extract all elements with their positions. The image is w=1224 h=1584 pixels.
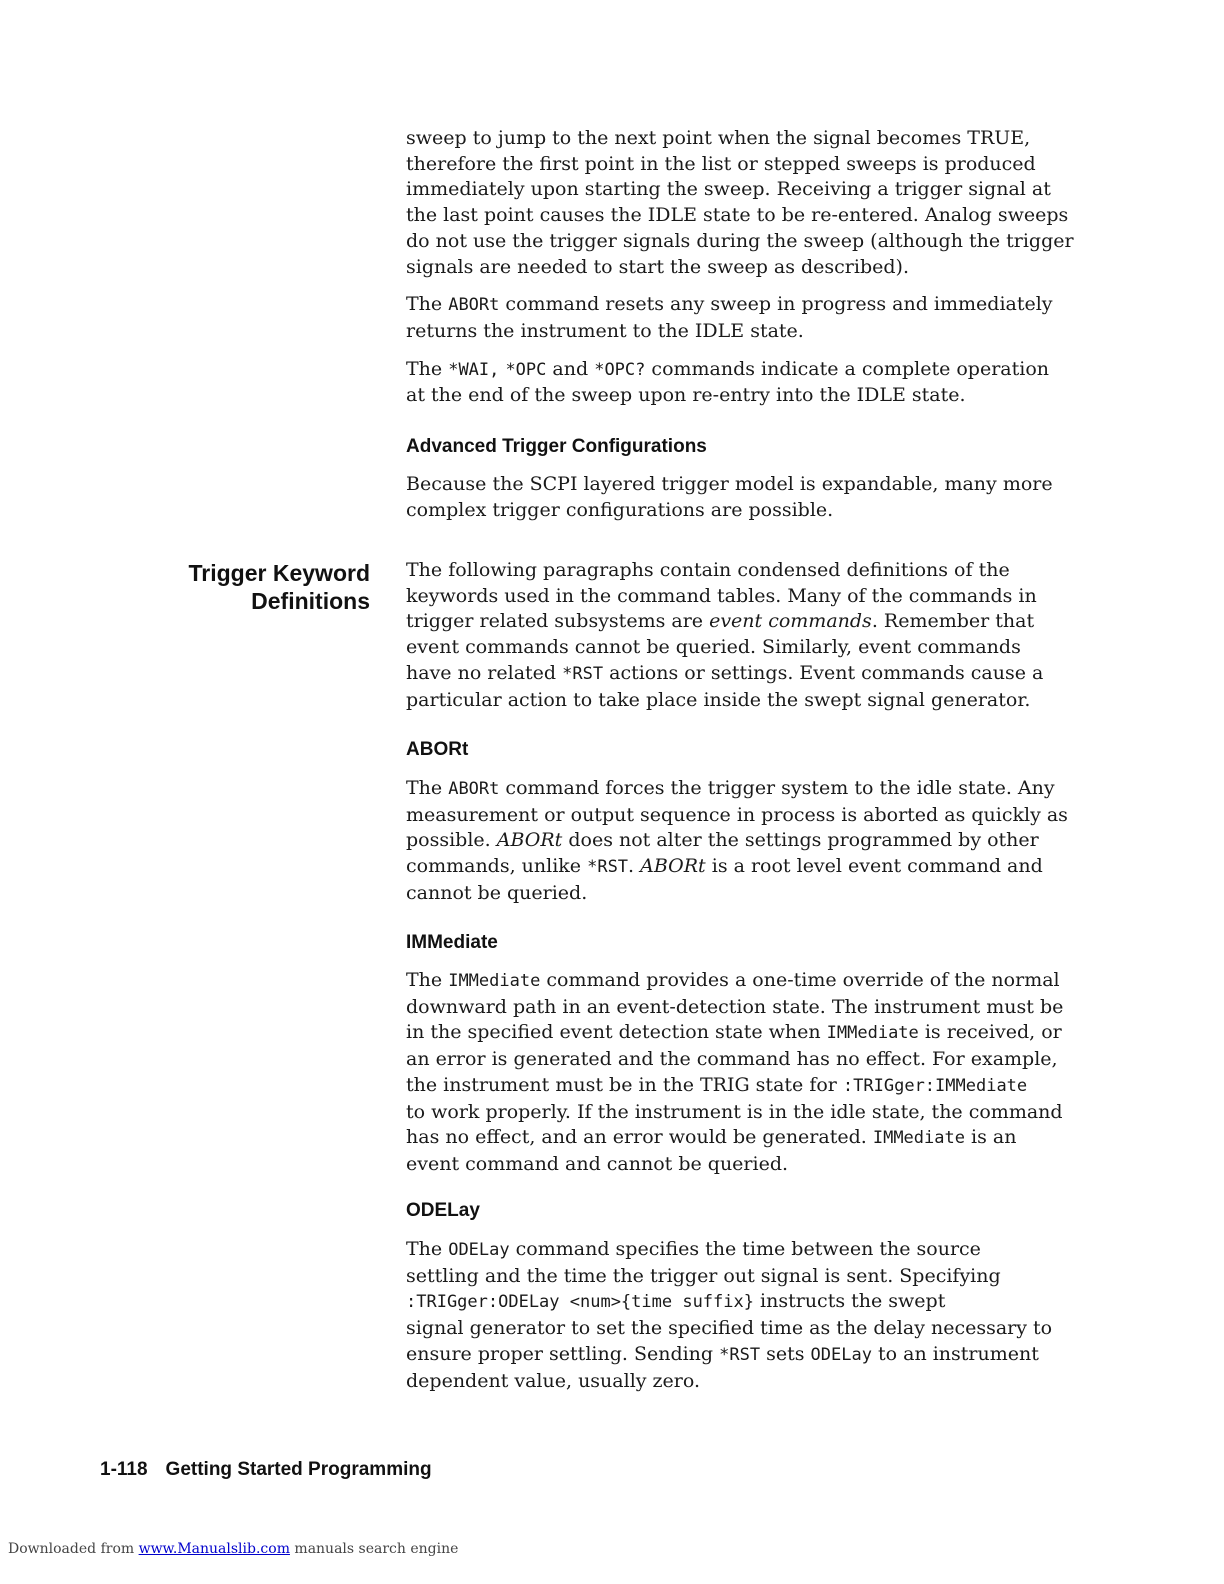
text-run: . xyxy=(628,855,641,878)
code-abort: ABORt xyxy=(448,779,500,799)
text-run: have no related xyxy=(406,661,563,684)
code-wai: *WAI, xyxy=(448,359,500,380)
text-run: The xyxy=(406,969,449,991)
section-title-line-1: Trigger Keyword xyxy=(188,560,370,586)
code-rst: *RST xyxy=(562,663,604,684)
text-run: command specifies the time between the source xyxy=(509,1238,981,1260)
heading-odelay: ODELay xyxy=(406,1200,480,1221)
text-run: The xyxy=(406,1238,449,1260)
text-line: at the end of the sweep upon re-entry into the IDLE state. xyxy=(406,384,966,407)
text-run: has no effect, and an error would be generated. xyxy=(406,1126,873,1149)
code-rst: *RST xyxy=(587,857,629,878)
text-line: particular action to take place inside the swept signal generator. xyxy=(406,688,1031,711)
code-opc: *OPC xyxy=(505,359,547,380)
code-immediate: IMMediate xyxy=(872,1128,965,1149)
code-odelay: ODELay xyxy=(810,1344,872,1365)
text-run: is received, or xyxy=(918,1021,1062,1044)
text-line: Because the SCPI layered trigger model is expandable, many more xyxy=(406,473,1053,495)
text-line: sweep to jump to the next point when the signal becomes TRUE, xyxy=(406,127,1031,149)
download-prefix: Downloaded from xyxy=(8,1541,139,1557)
immediate-paragraph xyxy=(406,968,1066,1178)
definitions-paragraph xyxy=(406,558,1066,713)
text-line: immediately upon starting the sweep. Receiving a trigger signal at xyxy=(406,178,1051,201)
text-run: does not alter the settings programmed by other xyxy=(562,829,1039,852)
abort-section xyxy=(406,776,1066,907)
text-line: signals are needed to start the sweep as described). xyxy=(406,255,909,278)
page-number: 1-118 xyxy=(100,1459,148,1480)
download-suffix: manuals search engine xyxy=(289,1541,459,1557)
code-trigger-odelay: :TRIGger:ODELay <num>{time suffix} xyxy=(406,1292,754,1313)
text-line: cannot be queried. xyxy=(406,881,588,904)
text-run: is an xyxy=(964,1126,1017,1149)
text-line: an error is generated and the command has no effect. For example, xyxy=(406,1048,1058,1071)
text-run: . Remember that xyxy=(871,610,1035,633)
text-run: command forces the trigger system to the idle state. Any xyxy=(499,777,1055,799)
text-line: dependent value, usually zero. xyxy=(406,1369,701,1392)
text-line: therefore the first point in the list or stepped sweeps is produced xyxy=(406,152,1036,175)
text-line: event commands cannot be queried. Similarly, event commands xyxy=(406,636,1021,659)
code-opc-query: *OPC? xyxy=(594,359,646,380)
footer-title: Getting Started Programming xyxy=(165,1459,432,1480)
page-footer xyxy=(100,1459,432,1481)
text-run: sets xyxy=(760,1342,811,1365)
text-line: The following paragraphs contain condensed definitions of the xyxy=(406,559,1010,581)
odelay-paragraph xyxy=(406,1237,1066,1394)
text-run: commands, unlike xyxy=(406,855,588,878)
code-trigger-immediate: :TRIGger:IMMediate xyxy=(842,1075,1028,1096)
text-line: returns the instrument to the IDLE state. xyxy=(406,319,804,342)
text-line: keywords used in the command tables. Many of the commands in xyxy=(406,584,1037,607)
code-immediate: IMMediate xyxy=(448,971,541,991)
text-line: settling and the time the trigger out signal is sent. Specifying xyxy=(406,1264,1001,1287)
text-run: The xyxy=(406,777,449,799)
abort-paragraph xyxy=(406,776,1066,907)
text-run: command provides a one-time override of the normal xyxy=(540,969,1060,991)
heading-immediate: IMMediate xyxy=(406,932,498,953)
text-run: ensure proper settling. Sending xyxy=(406,1342,720,1365)
text-run: The xyxy=(406,293,449,316)
manualslib-link[interactable]: www.Manualslib.com xyxy=(138,1541,290,1557)
text-run: to an instrument xyxy=(871,1342,1039,1365)
text-run: commands indicate a complete operation xyxy=(645,357,1050,380)
definitions-intro xyxy=(406,558,1066,713)
heading-abort: ABORt xyxy=(406,739,469,760)
text-run: and xyxy=(546,357,595,380)
section-title-line-2: Definitions xyxy=(251,588,370,614)
code-odelay: ODELay xyxy=(448,1240,510,1260)
text-line: to work properly. If the instrument is in the idle state, the command xyxy=(406,1100,1063,1123)
text-line: event command and cannot be queried. xyxy=(406,1152,789,1175)
text-run: in the specified event detection state when xyxy=(406,1021,827,1044)
text-run: trigger related subsystems are xyxy=(406,610,710,633)
intro-paragraph-2 xyxy=(406,292,1066,344)
text-run: instructs the swept xyxy=(754,1290,946,1313)
intro-section xyxy=(406,126,1074,409)
advanced-section xyxy=(406,472,1066,523)
odelay-section xyxy=(406,1237,1066,1394)
text-line: do not use the trigger signals during the sweep (although the trigger xyxy=(406,229,1074,252)
code-rst: *RST xyxy=(719,1344,761,1365)
italic-event-commands: event commands xyxy=(709,610,872,633)
section-title xyxy=(189,559,370,615)
heading-advanced-trigger: Advanced Trigger Configurations xyxy=(406,436,707,457)
text-run: actions or settings. Event commands cause a xyxy=(603,661,1044,684)
italic-abort: ABORt xyxy=(496,829,563,852)
text-run: is a root level event command and xyxy=(705,855,1043,878)
text-line: the last point causes the IDLE state to be re-entered. Analog sweeps xyxy=(406,204,1069,227)
code-immediate: IMMediate xyxy=(826,1023,919,1044)
italic-abort: ABORt xyxy=(640,855,706,878)
text-run: possible. xyxy=(406,829,497,852)
download-notice xyxy=(8,1541,458,1557)
intro-paragraph-3 xyxy=(406,357,1066,409)
text-run: The xyxy=(406,357,449,380)
text-line: downward path in an event-detection state. The instrument must be xyxy=(406,995,1064,1018)
immediate-section xyxy=(406,968,1066,1178)
advanced-paragraph xyxy=(406,472,1066,523)
intro-paragraph-1 xyxy=(406,126,1074,280)
text-line: complex trigger configurations are possible. xyxy=(406,498,834,521)
text-line: signal generator to set the specified time as the delay necessary to xyxy=(406,1317,1053,1340)
text-run: the instrument must be in the TRIG state for xyxy=(406,1073,843,1096)
text-line: measurement or output sequence in process is aborted as quickly as xyxy=(406,803,1068,826)
code-abort: ABORt xyxy=(448,295,500,316)
text-run: command resets any sweep in progress and immediately xyxy=(499,293,1053,316)
